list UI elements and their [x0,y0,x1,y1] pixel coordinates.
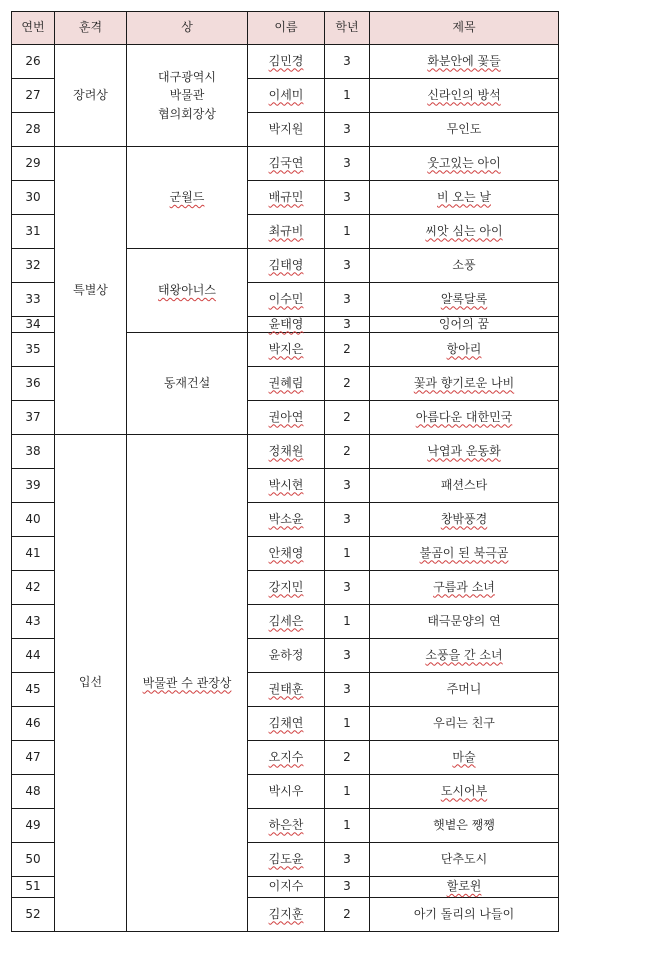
cell-year: 3 [325,843,370,877]
cell-year: 3 [325,113,370,147]
cell-title [370,503,559,537]
student-name: 정채원 [268,443,304,458]
cell-grade: 장려상 [55,45,127,147]
cell-number: 49 [12,809,55,843]
header-name: 이름 [248,12,325,45]
student-name: 윤태영 [268,316,304,331]
artwork-title: 창밖풍경 [440,511,488,526]
prize-name-line: 박물관 수 관장상 [142,675,232,690]
cell-title [370,333,559,367]
cell-number: 51 [12,877,55,898]
cell-grade: 입선 [55,435,127,932]
artwork-title: 할로윈 [446,879,482,894]
cell-prize [127,249,248,333]
header-prize: 상 [127,12,248,45]
artwork-title: 잉어의 꿈 [438,316,490,331]
student-name: 윤하정 [268,647,304,662]
cell-number: 46 [12,707,55,741]
student-name: 이세미 [268,87,304,102]
cell-name [248,639,325,673]
header-grade: 훈격 [55,12,127,45]
cell-title [370,113,559,147]
prize-name-line: 태왕아너스 [158,283,216,298]
cell-year: 3 [325,469,370,503]
cell-prize [127,333,248,435]
prize-name-line: 대구광역시 [158,69,216,84]
cell-prize [127,45,248,147]
cell-prize [127,435,248,932]
artwork-title: 화분안에 꽃들 [427,53,501,68]
cell-name [248,877,325,898]
student-name: 박지은 [268,341,304,356]
cell-year: 3 [325,877,370,898]
student-name: 오지수 [268,749,304,764]
cell-name [248,898,325,932]
cell-grade: 특별상 [55,147,127,435]
cell-number: 29 [12,147,55,181]
artwork-title: 주머니 [446,681,482,696]
table-row [12,435,559,469]
cell-name [248,537,325,571]
artwork-title: 구름과 소녀 [433,579,495,594]
table-row [12,147,559,181]
cell-name [248,469,325,503]
cell-number: 41 [12,537,55,571]
cell-number: 32 [12,249,55,283]
cell-number: 28 [12,113,55,147]
student-name: 김지훈 [268,906,304,921]
cell-year: 2 [325,741,370,775]
cell-name [248,249,325,283]
student-name: 강지민 [268,579,304,594]
cell-year: 3 [325,147,370,181]
cell-name [248,503,325,537]
cell-title [370,673,559,707]
cell-title [370,775,559,809]
cell-title [370,317,559,333]
cell-name [248,809,325,843]
artwork-title: 도시어부 [440,783,488,798]
artwork-title: 씨앗 심는 아이 [425,223,503,238]
cell-title [370,809,559,843]
artwork-title: 마술 [452,749,476,764]
student-name: 김채연 [268,715,304,730]
cell-name [248,571,325,605]
artwork-title: 웃고있는 아이 [427,155,501,170]
artwork-title: 우리는 친구 [433,715,495,730]
cell-name [248,147,325,181]
student-name: 박시현 [268,477,304,492]
student-name: 배규민 [268,189,304,204]
table-row [12,45,559,79]
cell-year: 3 [325,45,370,79]
cell-year: 1 [325,79,370,113]
cell-title [370,898,559,932]
student-name: 이수민 [268,291,304,306]
cell-title [370,877,559,898]
cell-name [248,113,325,147]
cell-name [248,317,325,333]
prize-name-line: 박물관 [169,88,205,103]
cell-name [248,707,325,741]
cell-number: 52 [12,898,55,932]
cell-year: 1 [325,215,370,249]
cell-title [370,707,559,741]
header-row [12,12,559,45]
cell-title [370,741,559,775]
header-number: 연번 [12,12,55,45]
cell-number: 36 [12,367,55,401]
cell-number: 38 [12,435,55,469]
cell-number: 42 [12,571,55,605]
cell-title [370,639,559,673]
cell-year: 1 [325,809,370,843]
cell-title [370,181,559,215]
artwork-title: 아기 돌리의 나들이 [413,906,515,921]
artwork-title: 낙엽과 운동화 [427,443,501,458]
cell-title [370,283,559,317]
student-name: 김민경 [268,53,304,68]
cell-name [248,673,325,707]
cell-title [370,45,559,79]
cell-number: 26 [12,45,55,79]
cell-name [248,215,325,249]
cell-year: 2 [325,401,370,435]
student-name: 김태영 [268,257,304,272]
cell-year: 1 [325,605,370,639]
student-name: 김국연 [268,155,304,170]
cell-year: 3 [325,317,370,333]
student-name: 권아연 [268,409,304,424]
cell-name [248,45,325,79]
cell-number: 50 [12,843,55,877]
student-name: 김도윤 [268,851,304,866]
cell-title [370,435,559,469]
prize-name-line: 동재건설 [163,376,211,391]
cell-year: 1 [325,775,370,809]
cell-name [248,367,325,401]
cell-year: 3 [325,639,370,673]
cell-name [248,775,325,809]
cell-year: 3 [325,249,370,283]
cell-name [248,333,325,367]
cell-title [370,469,559,503]
cell-prize [127,147,248,249]
cell-name [248,79,325,113]
student-name: 박시우 [268,783,304,798]
cell-number: 44 [12,639,55,673]
student-name: 권태훈 [268,681,304,696]
cell-name [248,605,325,639]
cell-name [248,843,325,877]
awards-table [11,11,559,932]
artwork-title: 항아리 [446,341,482,356]
cell-title [370,215,559,249]
cell-number: 40 [12,503,55,537]
artwork-title: 소풍을 간 소녀 [425,647,503,662]
cell-number: 34 [12,317,55,333]
cell-number: 47 [12,741,55,775]
student-name: 김세은 [268,613,304,628]
artwork-title: 신라인의 방석 [427,87,501,102]
cell-name [248,181,325,215]
student-name: 박지원 [268,121,304,136]
prize-name-line: 군월드 [169,190,205,205]
cell-number: 39 [12,469,55,503]
cell-year: 3 [325,673,370,707]
cell-number: 45 [12,673,55,707]
header-year: 학년 [325,12,370,45]
student-name: 권혜림 [268,375,304,390]
cell-year: 3 [325,571,370,605]
artwork-title: 무인도 [446,121,482,136]
artwork-title: 비 오는 날 [437,189,491,204]
cell-title [370,605,559,639]
header-title: 제목 [370,12,559,45]
cell-name [248,401,325,435]
cell-title [370,401,559,435]
cell-number: 31 [12,215,55,249]
cell-year: 2 [325,435,370,469]
student-name: 이지수 [268,879,304,894]
artwork-title: 패션스타 [440,477,488,492]
cell-name [248,283,325,317]
artwork-title: 단추도시 [440,851,488,866]
cell-number: 48 [12,775,55,809]
cell-year: 2 [325,367,370,401]
cell-title [370,147,559,181]
cell-name [248,741,325,775]
student-name: 박소윤 [268,511,304,526]
student-name: 하은찬 [268,817,304,832]
student-name: 최규비 [268,223,304,238]
cell-year: 3 [325,283,370,317]
cell-number: 27 [12,79,55,113]
cell-title [370,249,559,283]
student-name: 안채영 [268,545,304,560]
cell-title [370,571,559,605]
cell-year: 3 [325,181,370,215]
artwork-title: 태극문양의 연 [427,613,501,628]
cell-year: 2 [325,898,370,932]
cell-title [370,367,559,401]
cell-number: 43 [12,605,55,639]
artwork-title: 햇볕은 쨍쨍 [433,817,495,832]
cell-number: 30 [12,181,55,215]
cell-year: 1 [325,537,370,571]
cell-number: 33 [12,283,55,317]
cell-number: 37 [12,401,55,435]
artwork-title: 아름다운 대한민국 [415,409,513,424]
cell-year: 3 [325,503,370,537]
cell-title [370,843,559,877]
prize-name-line: 협의회장상 [158,106,216,121]
cell-year: 2 [325,333,370,367]
cell-number: 35 [12,333,55,367]
artwork-title: 꽃과 향기로운 나비 [413,375,515,390]
cell-title [370,537,559,571]
cell-year: 1 [325,707,370,741]
artwork-title: 알록달록 [440,291,488,306]
cell-name [248,435,325,469]
cell-title [370,79,559,113]
artwork-title: 소풍 [452,257,476,272]
artwork-title: 불곰이 된 북극곰 [419,545,509,560]
